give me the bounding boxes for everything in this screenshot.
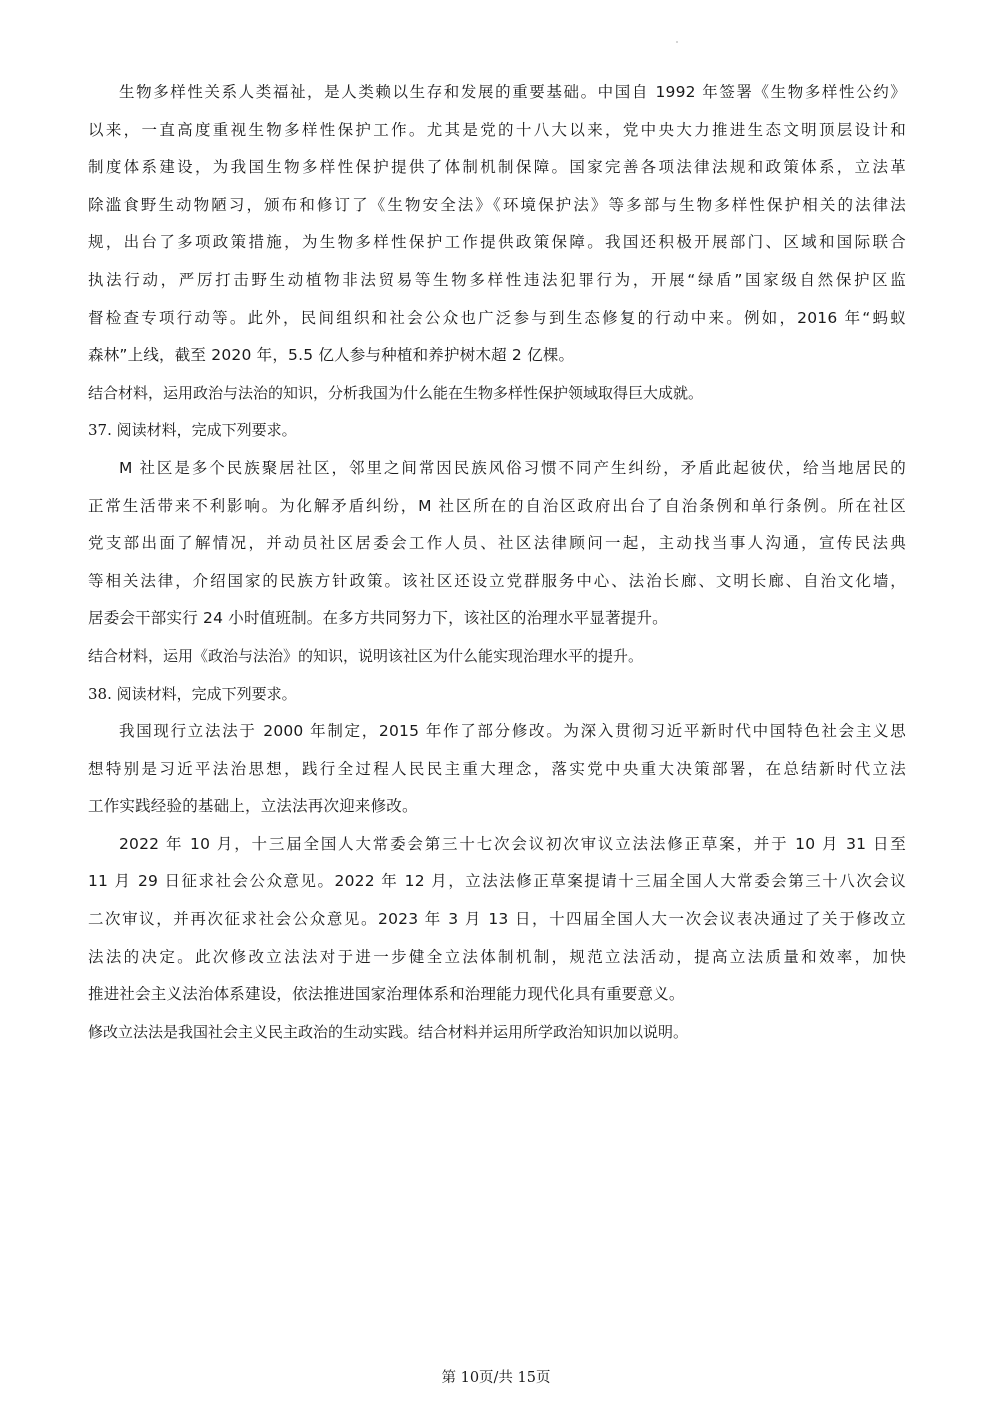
- material-38-line: 我国现行立法法于 2000 年制定，2015 年作了部分修改。为深入贯彻习近平新时代中国特色社会主义思: [119, 722, 906, 741]
- material-37-line: 居委会干部实行 24 小时值班制。在多方共同努力下，该社区的治理水平显著提升。: [88, 609, 668, 628]
- page-content: [88, 74, 906, 1051]
- material-38-line: 11 月 29 日征求社会公众意见。2022 年 12 月，立法法修正草案提请十三届全国人大常委会第三十八次会议: [88, 872, 906, 891]
- material-38-line: 2022 年 10 月，十三届全国人大常委会第三十七次会议初次审议立法法修正草案，并于 10 月 31 日至: [119, 834, 906, 853]
- material-36-line: 制度体系建设，为我国生物多样性保护提供了体制机制保障。国家完善各项法律法规和政策体系，立法革: [88, 158, 906, 177]
- material-36-line: 执法行动，严厉打击野生动植物非法贸易等生物多样性违法犯罪行为，开展“绿盾”国家级自然保护区监: [88, 270, 906, 289]
- question-38-prompt: 修改立法法是我国社会主义民主政治的生动实践。结合材料并运用所学政治知识加以说明。: [88, 1022, 689, 1041]
- material-36-line: 规，出台了多项政策措施，为生物多样性保护工作提供政策保障。我国还积极开展部门、区域和国际联合: [88, 233, 906, 252]
- material-38-paragraph-2: [88, 826, 906, 1014]
- material-36-line: 森林”上线，截至 2020 年，5.5 亿人参与种植和养护树木超 2 亿棵。: [88, 346, 575, 365]
- material-37-line: 等相关法律，介绍国家的民族方针政策。该社区还设立党群服务中心、法治长廊、文明长廊、自治文化墙，: [88, 571, 906, 590]
- material-38-paragraph-1: [88, 713, 906, 826]
- material-37-line: 党支部出面了解情况，并动员社区居委会工作人员、社区法律顾问一起，主动找当事人沟通，宣传民法典: [88, 534, 906, 553]
- material-36-line: 除滥食野生动物陋习，颁布和修订了《生物安全法》《环境保护法》等多部与生物多样性保护相关的法律法: [88, 195, 906, 214]
- material-36-line: 督检查专项行动等。此外，民间组织和社会公众也广泛参与到生态修复的行动中来。例如，2016 年“蚂蚁: [88, 308, 906, 327]
- material-38-line: 想特别是习近平法治思想，践行全过程人民民主重大理念，落实党中央重大决策部署，在总结新时代立法: [88, 759, 906, 778]
- material-38-line: 推进社会主义法治体系建设，依法推进国家治理体系和治理能力现代化具有重要意义。: [88, 985, 685, 1004]
- material-37-paragraph: [88, 450, 906, 638]
- material-38-line: 法法的决定。此次修改立法法对于进一步健全立法体制机制，规范立法活动，提高立法质量和效率，加快: [88, 947, 906, 966]
- question-36-prompt: 结合材料，运用政治与法治的知识，分析我国为什么能在生物多样性保护领域取得巨大成就。: [88, 383, 704, 402]
- material-36-paragraph: [88, 74, 906, 375]
- material-36-line: 生物多样性关系人类福祉，是人类赖以生存和发展的重要基础。中国自 1992 年签署《生物多样性公约》: [119, 83, 906, 101]
- question-37-heading: 37. 阅读材料，完成下列要求。: [88, 421, 297, 440]
- material-37-line: M 社区是多个民族聚居社区，邻里之间常因民族风俗习惯不同产生纠纷，矛盾此起彼伏，给当地居民的: [119, 458, 906, 477]
- material-38-line: 二次审议，并再次征求社会公众意见。2023 年 3 月 13 日，十四届全国人大一次会议表决通过了关于修改立: [88, 910, 906, 929]
- question-37-prompt: 结合材料，运用《政治与法治》的知识，说明该社区为什么能实现治理水平的提升。: [88, 646, 644, 665]
- scan-speck: [676, 41, 678, 43]
- page-number-footer: 第 10页/共 15页: [441, 1370, 551, 1386]
- material-38-line: 工作实践经验的基础上，立法法再次迎来修改。: [88, 797, 418, 816]
- material-36-line: 以来，一直高度重视生物多样性保护工作。尤其是党的十八大以来，党中央大力推进生态文明顶层设计和: [88, 120, 906, 139]
- question-38-heading: 38. 阅读材料，完成下列要求。: [88, 684, 297, 703]
- material-37-line: 正常生活带来不利影响。为化解矛盾纠纷，M 社区所在的自治区政府出台了自治条例和单行条例。所在社区: [88, 496, 906, 515]
